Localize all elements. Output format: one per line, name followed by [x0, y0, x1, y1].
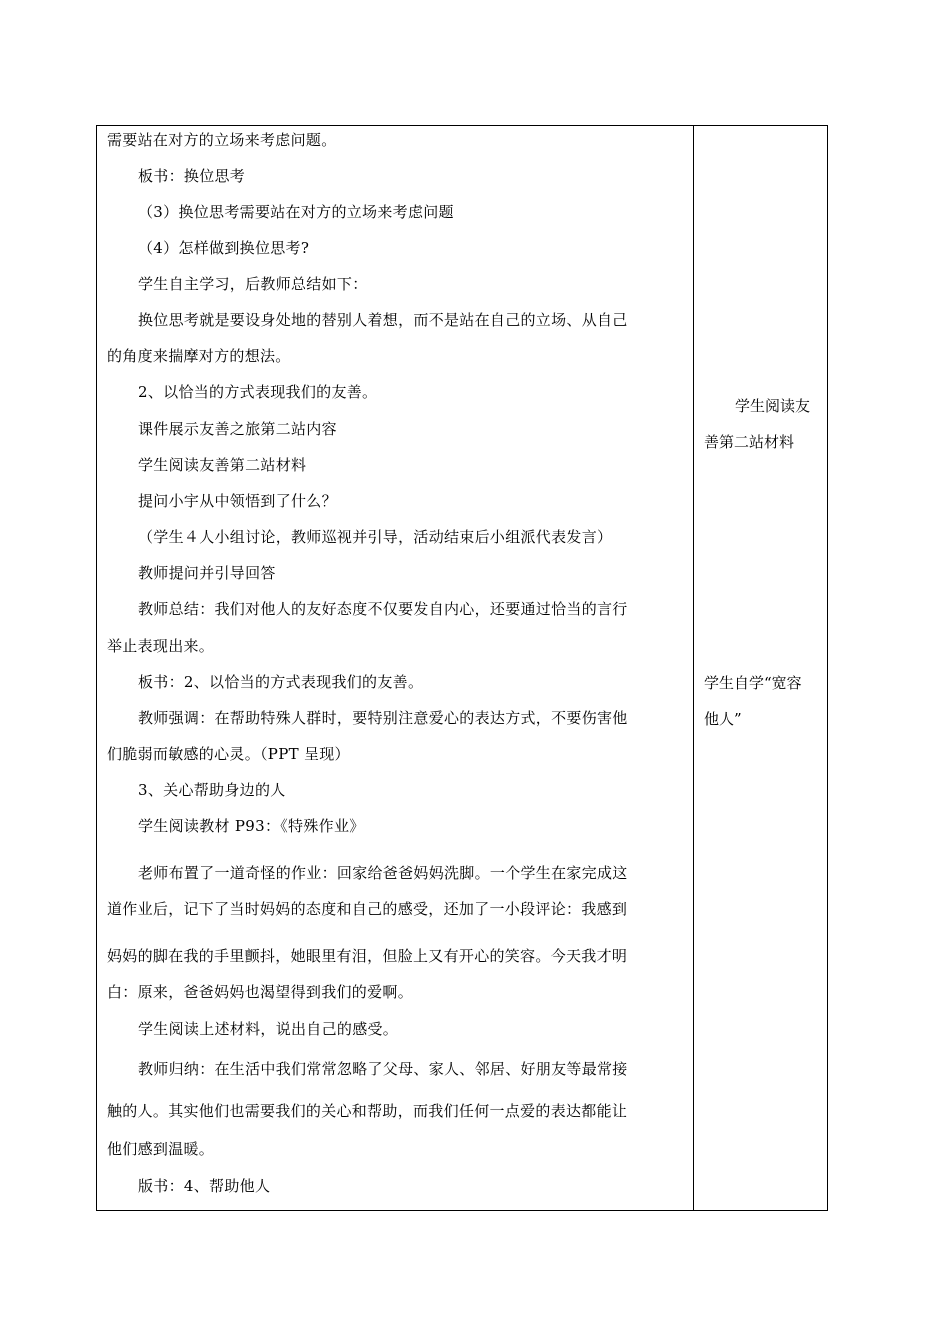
main-line: 教师总结：我们对他人的友好态度不仅要发自内心，还要通过恰当的言行 — [138, 600, 628, 618]
main-line: 板书：换位思考 — [138, 167, 246, 185]
main-line: 老师布置了一道奇怪的作业：回家给爸爸妈妈洗脚。一个学生在家完成这 — [138, 864, 628, 882]
column-divider — [693, 126, 694, 1210]
main-line: 道作业后，记下了当时妈妈的态度和自己的感受，还加了一小段评论：我感到 — [107, 900, 628, 918]
main-line: （学生４人小组讨论，教师巡视并引导，活动结束后小组派代表发言） — [138, 528, 613, 546]
main-line: 3、关心帮助身边的人 — [138, 781, 286, 799]
main-line: （4）怎样做到换位思考? — [138, 239, 310, 257]
main-line: 触的人。其实他们也需要我们的关心和帮助，而我们任何一点爱的表达都能让 — [107, 1102, 628, 1120]
main-line: 教师归纳：在生活中我们常常忽略了父母、家人、邻居、好朋友等最常接 — [138, 1060, 628, 1078]
main-line: 需要站在对方的立场来考虑问题。 — [107, 131, 337, 149]
main-line: 的角度来揣摩对方的想法。 — [107, 347, 291, 365]
main-line: 学生阅读友善第二站材料 — [138, 456, 307, 474]
side-line: 他人” — [704, 710, 742, 728]
main-line: 学生阅读上述材料，说出自己的感受。 — [138, 1020, 399, 1038]
main-line: 他们感到温暖。 — [107, 1140, 215, 1158]
lesson-plan-table — [96, 125, 828, 1211]
main-line: 课件展示友善之旅第二站内容 — [138, 420, 337, 438]
main-line: （3）换位思考需要站在对方的立场来考虑问题 — [138, 203, 454, 221]
main-line: 教师提问并引导回答 — [138, 564, 276, 582]
side-line: 善第二站材料 — [704, 433, 795, 451]
main-line: 换位思考就是要设身处地的替别人着想，而不是站在自己的立场、从自己 — [138, 311, 628, 329]
main-line: 教师强调：在帮助特殊人群时，要特别注意爱心的表达方式，不要伤害他 — [138, 709, 628, 727]
main-line: 2、以恰当的方式表现我们的友善。 — [138, 383, 378, 401]
side-line: 学生阅读友 — [735, 397, 811, 415]
main-line: 板书：2、以恰当的方式表现我们的友善。 — [138, 673, 424, 691]
main-line: 提问小宇从中领悟到了什么？ — [138, 492, 337, 510]
main-line: 学生阅读教材 P93：《特殊作业》 — [138, 817, 365, 835]
main-line: 学生自主学习，后教师总结如下： — [138, 275, 368, 293]
main-line: 版书：4、帮助他人 — [138, 1177, 271, 1195]
main-line: 举止表现出来。 — [107, 637, 215, 655]
main-line: 妈妈的脚在我的手里颤抖，她眼里有泪，但脸上又有开心的笑容。今天我才明 — [107, 947, 628, 965]
side-line: 学生自学“宽容 — [704, 674, 802, 692]
main-line: 们脆弱而敏感的心灵。（PPT 呈现） — [107, 745, 350, 763]
main-line: 白：原来，爸爸妈妈也渴望得到我们的爱啊。 — [107, 983, 414, 1001]
